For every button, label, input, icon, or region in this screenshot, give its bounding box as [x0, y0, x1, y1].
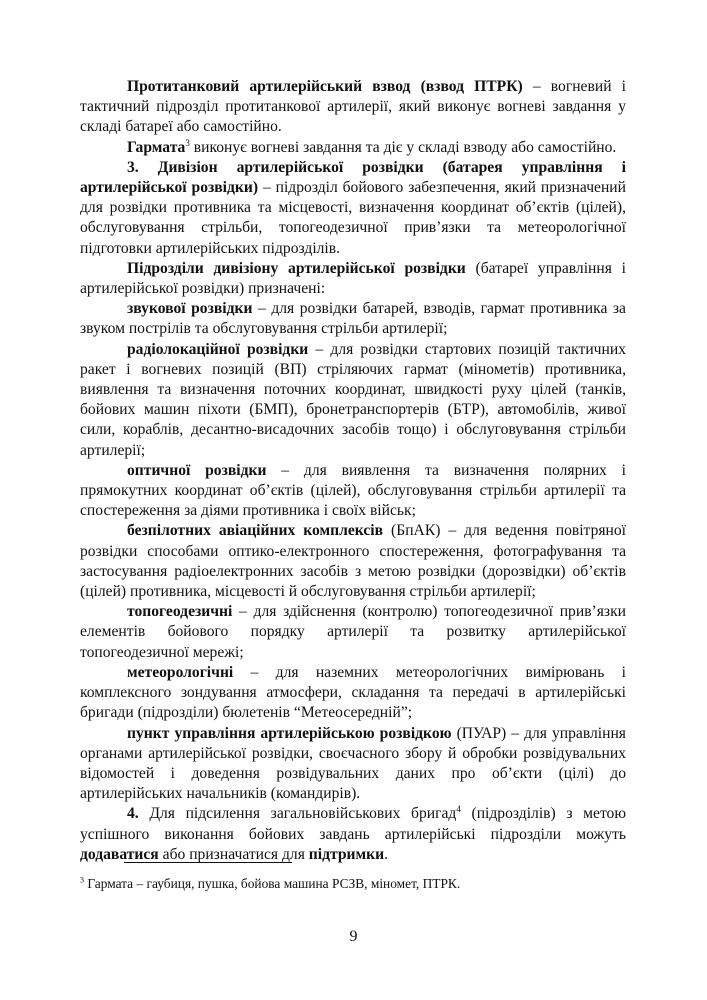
term-gun: Гармата	[127, 138, 186, 156]
paragraph-uav: безпілотних авіаційних комплексів (БпАК) – для ведення повітряної розвідки способами оптико-електронного спостереження, фотографування та застосування радіоелектронних засобів з метою розвідки (дорозвідки) об’єктів (цілей) противника, місцевості й обслуговування стрільби артилерії;	[80, 522, 627, 601]
term-radar: радіолокаційної розвідки	[127, 340, 309, 358]
term-division: 3. Дивізіон артилерійської розвідки (батарея управління і артилерійської розвідки)	[80, 158, 626, 197]
paragraph-ptrk: Протитанковий артилерійський взвод (взвод ПТРК) – вогневий і тактичний підрозділ протитанкової артилерії, який виконує вогневі завдання у складі батареї або самостійно.	[80, 78, 626, 136]
term-support: підтримки	[308, 845, 385, 863]
paragraph-division: 3. Дивізіон артилерійської розвідки (батарея управління і артилерійської розвідки) – підрозділ бойового забезпечення, який призначений для розвідки противника та місцевості, визначення координат об’єктів (цілей), обслуговування стрільби, топогеодезичної прив’язки та метеорологічної підготовки артилерійських підрозділів.	[80, 158, 626, 257]
term-meteo: метеорологічні	[127, 663, 234, 681]
footnote-ref-4[interactable]: 4	[456, 804, 461, 815]
paragraph-optical: оптичної розвідки – для виявлення та визначення полярних і прямокутних координат об’єктів (цілей), обслуговування стрільби артилерії та спостереження за діями противника і своїх військ;	[80, 461, 626, 520]
footnote-ref-3[interactable]: 3	[185, 137, 190, 148]
paragraph-radar: радіолокаційної розвідки – для розвідки стартових позицій тактичних ракет і вогневих позицій (ВП) стріляючих гармат (мінометів) противника, виявлення та визначення поточних координат, швидкості руху цілей (танків, бойових машин піхоти (БМП), бронетранспортерів (БТР), автомобілів, живої сили, кораблів, десантно-висадочних засобів тощо) і обслуговування стрільби артилерії;	[80, 340, 626, 459]
term-ptrk: Протитанковий артилерійський взвод (взвод ПТРК)	[127, 78, 523, 95]
item-number-4: 4.	[127, 805, 139, 823]
document-body	[80, 77, 626, 865]
footnote-3	[80, 876, 626, 892]
term-sound: звукової розвідки	[127, 300, 253, 318]
paragraph-puar: пункт управління артилерійською розвідкою (ПУАР) – для управління органами артилерійської розвідки, своєчасного збору й обробки розвідувальних відомостей і доведення розвідувальних даних про об’єкти (цілі) до артилерійських начальників (командирів).	[80, 724, 626, 803]
paragraph-units: Підрозділи дивізіону артилерійської розвідки (батареї управління і артилерійської розвідки) призначені:	[80, 259, 626, 298]
paragraph-gun: Гармата$^3$ виконує вогневі завдання та діє у складі взводу або самостійно.	[127, 137, 617, 156]
term-units: Підрозділи дивізіону артилерійської розвідки	[127, 259, 466, 277]
term-uav: безпілотних авіаційних комплексів	[127, 522, 384, 540]
paragraph-reinforce: 4. Для підсилення загальновійськових бригад$^4$ (підрозділів) з метою успішного виконання бойових завдань артилерійські підрозділи можуть додаватися або призначатися для підтримки.	[80, 804, 626, 863]
footnote-separator	[124, 862, 292, 863]
term-attach: додаватися	[80, 845, 159, 863]
term-topo: топогеодезичні	[127, 603, 233, 621]
footnote-number: 3	[80, 875, 84, 885]
page-number: 9	[349, 928, 358, 945]
term-optical: оптичної розвідки	[127, 461, 267, 479]
footnote-text: Гармата – гаубиця, пушка, бойова машина РСЗВ, міномет, ПТРК.	[84, 876, 461, 891]
paragraph-meteo: метеорологічні – для наземних метеорологічних вимірювань і комплексного зондування атмосфери, складання та передачі в артилерійські бригади (підрозділи) бюлетенів “Метеосередній”;	[80, 663, 626, 722]
paragraph-topo: топогеодезичні – для здійснення (контролю) топогеодезичної прив’язки елементів бойового порядку артилерії та розвитку артилерійської топогеодезичної мережі;	[80, 603, 626, 661]
term-puar: пункт управління артилерійською розвідкою	[127, 724, 452, 742]
paragraph-sound: звукової розвідки – для розвідки батарей, взводів, гармат противника за звуком пострілів та обслуговування стрільби артилерії;	[80, 300, 626, 338]
